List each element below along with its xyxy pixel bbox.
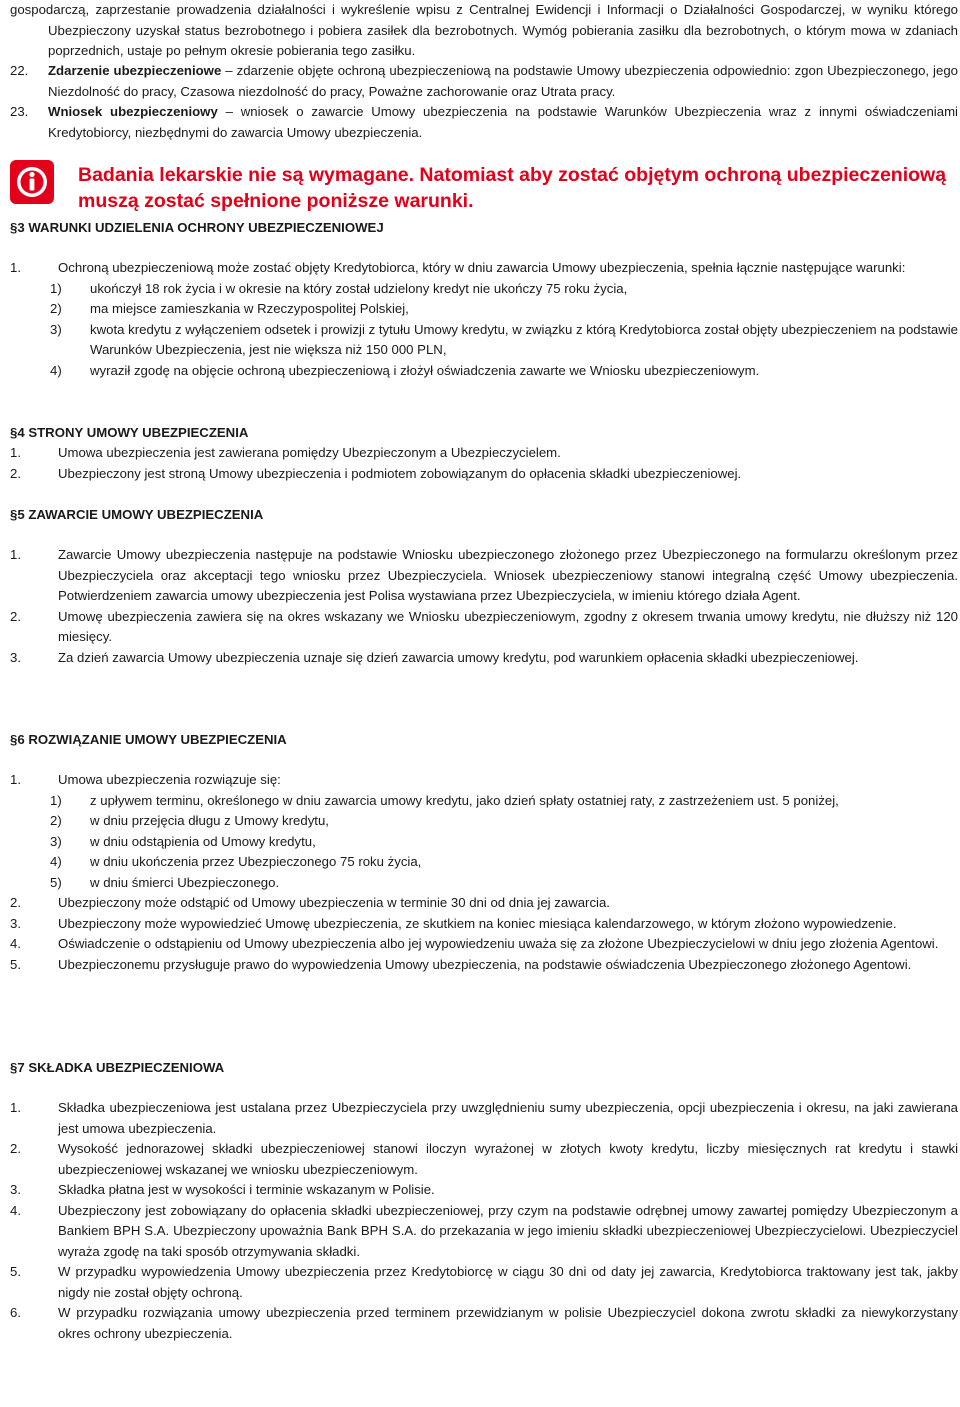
list-item: [10, 1098, 958, 1139]
item-text: w dniu ukończenia przez Ubezpieczonego 75 roku życia,: [90, 854, 422, 869]
item-number: 3.: [10, 915, 21, 931]
item-text: ma miejsce zamieszkania w Rzeczypospolitej Polskiej,: [90, 301, 409, 316]
section-7-body: [10, 1098, 958, 1344]
item-number: 23.: [10, 104, 29, 119]
item-number: 22.: [10, 63, 29, 78]
item-text: Za dzień zawarcia Umowy ubezpieczenia uznaje się dzień zawarcia umowy kredytu, pod warunkiem opłacenia składki ubezpieczeniowej.: [58, 649, 859, 665]
section-6-body: [10, 770, 958, 975]
list-item: [10, 852, 958, 873]
defined-term: Zdarzenie ubezpieczeniowe: [48, 63, 222, 78]
list-item: [10, 832, 958, 853]
list-item: [10, 1303, 958, 1344]
item-text: Oświadczenie o odstąpieniu od Umowy ubezpieczenia albo jej wypowiedzeniu uważa się za złożone Ubezpieczycielowi w dniu jego złożenia Agentowi.: [58, 936, 939, 951]
item-number: 3): [50, 321, 62, 337]
termination-rules-list: [10, 893, 958, 975]
section-6-title: §6 ROZWIĄZANIE UMOWY UBEZPIECZENIA: [10, 732, 287, 747]
list-item: [10, 279, 958, 300]
item-text: Umowa ubezpieczenia jest zawierana pomiędzy Ubezpieczonym a Ubezpieczycielem.: [58, 445, 561, 460]
item-number: 5.: [10, 956, 21, 972]
list-item: [10, 791, 958, 812]
list-item: [10, 811, 958, 832]
section-5-body: [10, 545, 958, 668]
termination-cases-list: [10, 791, 958, 894]
conditions-list: [10, 279, 958, 382]
list-item: [10, 607, 958, 648]
item-number: 2): [50, 301, 62, 316]
list-item: [10, 914, 958, 935]
list-item: [10, 361, 958, 382]
item-text: wyraził zgodę na objęcie ochroną ubezpieczeniową i złożył oświadczenia zawarte we Wniosku ubezpieczeniowym.: [90, 362, 760, 378]
list-item: [10, 464, 958, 485]
notice-text: Badania lekarskie nie są wymagane. Natomiast aby zostać objętym ochroną ubezpieczeniową muszą zostać spełnione poniższe warunki.: [78, 164, 947, 212]
item-number: 1): [50, 280, 62, 296]
paragraph: gospodarczą, zaprzestanie prowadzenia działalności i wykreślenie wpisu z Centralnej Ewidencji i Informacji o Działalności Gospodarczej, w wyniku którego Ubezpieczony uzyskał status bezrobotnego i pobiera zasiłek dla bezrobotnych. Wymóg pobierania zasiłku dla bezrobotnych, o którym mowa w zdaniach poprzednich, ustaje po pełnym okresie pobierania tego zasiłku.: [10, 2, 958, 58]
medical-notice: [10, 160, 950, 212]
item-text: Wysokość jednorazowej składki ubezpieczeniowej stanowi iloczyn wyrażonej w złotych kwoty kredytu, liczby miesięcznych rat kredytu i stawki ubezpieczeniowej wskazanej we wniosku ubezpieczeniowym.: [58, 1141, 958, 1177]
item-number: 5.: [10, 1264, 21, 1279]
section-4-title: §4 STRONY UMOWY UBEZPIECZENIA: [10, 425, 249, 440]
item-number: 4): [50, 362, 62, 378]
list-item: [10, 1139, 958, 1180]
section-3-title: §3 WARUNKI UDZIELENIA OCHRONY UBEZPIECZENIOWEJ: [10, 220, 384, 235]
item-number: 1.: [10, 547, 21, 562]
definition-continuation: [10, 0, 958, 62]
section-7-title: §7 SKŁADKA UBEZPIECZENIOWA: [10, 1060, 225, 1075]
list-item: 1. Ochroną ubezpieczeniową może zostać objęty Kredytobiorca, który w dniu zawarcia Umowy ubezpieczenia, spełnia łącznie następujące warunki:: [10, 260, 906, 275]
section-5-title: §5 ZAWARCIE UMOWY UBEZPIECZENIA: [10, 507, 264, 522]
item-number: 4.: [10, 1202, 21, 1218]
list-item: [10, 873, 958, 894]
list-item: [10, 545, 958, 607]
item-text: w dniu odstąpienia od Umowy kredytu,: [90, 833, 316, 849]
item-text: Umowę ubezpieczenia zawiera się na okres wskazany we Wniosku ubezpieczeniowym, zgodny z okresem trwania umowy kredytu, nie dłuższy niż 120 miesięcy.: [58, 608, 958, 644]
definition-23: [10, 102, 958, 143]
list-item: [10, 1180, 958, 1201]
list-item: [10, 320, 958, 361]
item-text: Składka płatna jest w wysokości i terminie wskazanym w Polisie.: [58, 1182, 435, 1197]
item-number: 3.: [10, 649, 21, 665]
item-number: 3.: [10, 1182, 21, 1197]
item-text: w dniu przejęcia długu z Umowy kredytu,: [90, 813, 329, 828]
item-number: 1.: [10, 445, 21, 460]
section-4-body: [10, 443, 958, 484]
section-3-body: [10, 258, 958, 381]
item-text: Ubezpieczony jest stroną Umowy ubezpieczenia i podmiotem zobowiązanym do opłacenia składki ubezpieczeniowej.: [58, 465, 742, 481]
list-item: [10, 934, 958, 955]
list-item: [10, 299, 958, 320]
info-icon: [10, 160, 54, 204]
item-text: Składka ubezpieczeniowa jest ustalana przez Ubezpieczyciela przy uwzględnieniu sumy ubezpieczenia, opcji ubezpieczenia i okresu, na jaki zawierana jest umowa ubezpieczenia.: [58, 1100, 958, 1136]
item-text: ukończył 18 rok życia i w okresie na który został udzielony kredyt nie ukończy 75 roku życia,: [90, 280, 628, 296]
item-number: 2.: [10, 608, 21, 624]
defined-term: Wniosek ubezpieczeniowy: [48, 104, 218, 119]
list-item: [10, 443, 958, 464]
definition-22: [10, 61, 958, 102]
item-text: Ubezpieczonemu przysługuje prawo do wypowiedzenia Umowy ubezpieczenia, na podstawie oświadczenia Ubezpieczonego złożonego Agentowi.: [58, 956, 912, 972]
item-text: Ubezpieczony może odstąpić od Umowy ubezpieczenia w terminie 30 dni od dnia jej zawarcia.: [58, 895, 610, 910]
list-item: 1. Umowa ubezpieczenia rozwiązuje się:: [10, 772, 281, 787]
item-number: 2.: [10, 1141, 21, 1156]
list-item: [10, 893, 958, 914]
item-number: 2.: [10, 465, 21, 481]
list-item: [10, 1262, 958, 1303]
item-text: Zawarcie Umowy ubezpieczenia następuje na podstawie Wniosku ubezpieczonego złożonego przez Ubezpieczonego na formularzu określonym przez Ubezpieczyciela oraz akceptacji tego wniosku przez Ubezpieczyciela. Wniosek ubezpieczeniowy stanowi integralną część Umowy ubezpieczenia. Potwierdzeniem zawarcia umowy ubezpieczenia jest Polisa wystawiana przez Ubezpieczyciela, w imieniu którego działa Agent.: [58, 547, 958, 603]
item-number: 2.: [10, 895, 21, 910]
item-text: w dniu śmierci Ubezpieczonego.: [90, 874, 280, 890]
item-text: W przypadku wypowiedzenia Umowy ubezpieczenia przez Kredytobiorcę w ciągu 30 dni od daty jej zawarcia, Kredytobiorca traktowany jest tak, jakby nigdy nie został objęty ochroną.: [58, 1264, 958, 1300]
item-text: Ubezpieczony może wypowiedzieć Umowę ubezpieczenia, ze skutkiem na koniec miesiąca kalendarzowego, w którym złożono wypowiedzenie.: [58, 915, 897, 931]
item-number: 3): [50, 833, 62, 849]
item-number: 4.: [10, 936, 21, 951]
list-item: [10, 648, 958, 669]
item-text: Ubezpieczony jest zobowiązany do opłacenia składki ubezpieczeniowej, przy czym na podstawie odrębnej umowy zawartej pomiędzy Ubezpieczonym a Bankiem BPH S.A. Ubezpieczony upoważnia Bank BPH S.A. do przekazania w jego imieniu składki ubezpieczeniowej Ubezpieczycielowi. Ubezpieczyciel wyraża zgodę na taki sposób otrzymywania składki.: [58, 1202, 958, 1259]
list-item: [10, 1201, 958, 1263]
item-number: 2): [50, 813, 62, 828]
item-number: 5): [50, 874, 62, 890]
definition-text: – wniosek o zawarcie Umowy ubezpieczenia na podstawie Warunków Ubezpieczenia wraz z innymi oświadczeniami Kredytobiorcy, niezbędnymi do zawarcia Umowy ubezpieczenia.: [48, 104, 958, 140]
definition-text: – zdarzenie objęte ochroną ubezpieczeniową na podstawie Umowy ubezpieczenia odpowiednio: zgon Ubezpieczonego, jego Niezdolność do pracy, Czasowa niezdolność do pracy, Poważne zachorowanie oraz Utrata pracy.: [48, 63, 958, 99]
item-text: z upływem terminu, określonego w dniu zawarcia umowy kredytu, jako dzień spłaty ostatniej raty, z zastrzeżeniem ust. 5 poniżej,: [90, 792, 839, 808]
item-text: W przypadku rozwiązania umowy ubezpieczenia przed terminem przewidzianym w polisie Ubezpieczyciel dokona zwrotu składki za niewykorzystany okres ochrony ubezpieczenia.: [58, 1305, 958, 1341]
item-number: 6.: [10, 1305, 21, 1320]
item-number: 1): [50, 792, 62, 808]
item-number: 1.: [10, 1100, 21, 1115]
item-text: kwota kredytu z wyłączeniem odsetek i prowizji z tytułu Umowy kredytu, w związku z którą Kredytobiorca został objęty ubezpieczeniem na podstawie Warunków Ubezpieczenia, jest nie większa niż 150 000 PLN,: [90, 321, 958, 357]
list-item: [10, 955, 958, 976]
item-number: 4): [50, 854, 62, 869]
